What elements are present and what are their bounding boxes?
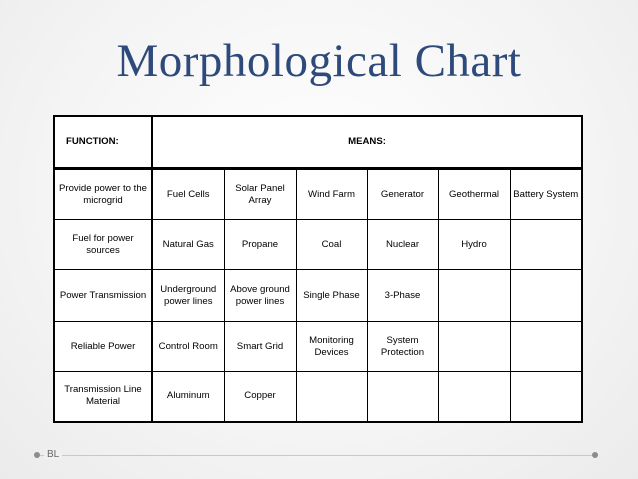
means-cell: Solar Panel Array <box>224 169 296 220</box>
means-cell: Natural Gas <box>152 220 224 270</box>
means-cell <box>296 372 367 422</box>
means-cell: Nuclear <box>367 220 438 270</box>
means-cell: Propane <box>224 220 296 270</box>
table-row <box>54 270 582 322</box>
means-cell: Above ground power lines <box>224 270 296 322</box>
morphological-chart-table <box>53 115 583 423</box>
means-cell: Coal <box>296 220 367 270</box>
footer-right-dot <box>592 452 598 458</box>
function-header: FUNCTION: <box>54 116 152 169</box>
means-cell: Copper <box>224 372 296 422</box>
function-cell: Transmission Line Material <box>54 372 152 422</box>
function-cell: Power Transmission <box>54 270 152 322</box>
means-cell <box>510 220 582 270</box>
means-cell: System Protection <box>367 322 438 372</box>
means-cell: Aluminum <box>152 372 224 422</box>
function-cell: Provide power to the microgrid <box>54 169 152 220</box>
means-cell: Underground power lines <box>152 270 224 322</box>
slide-title: Morphological Chart <box>116 35 522 87</box>
means-cell: Generator <box>367 169 438 220</box>
means-cell <box>510 322 582 372</box>
means-cell <box>438 322 510 372</box>
means-cell <box>367 372 438 422</box>
function-cell: Fuel for power sources <box>54 220 152 270</box>
means-cell <box>438 270 510 322</box>
table-row <box>54 220 582 270</box>
means-cell: Battery System <box>510 169 582 220</box>
function-cell: Reliable Power <box>54 322 152 372</box>
means-header: MEANS: <box>152 116 582 169</box>
means-cell: Smart Grid <box>224 322 296 372</box>
footer-left-dot <box>34 452 40 458</box>
means-cell <box>438 372 510 422</box>
means-cell: Geothermal <box>438 169 510 220</box>
means-cell <box>510 372 582 422</box>
table-row <box>54 169 582 220</box>
footer-divider <box>40 455 598 456</box>
means-cell: Wind Farm <box>296 169 367 220</box>
table-row <box>54 322 582 372</box>
table-header-row <box>54 116 582 169</box>
means-cell: Hydro <box>438 220 510 270</box>
means-cell: Fuel Cells <box>152 169 224 220</box>
means-cell <box>510 270 582 322</box>
table-row <box>54 372 582 422</box>
means-cell: Control Room <box>152 322 224 372</box>
footer-initials: BL <box>44 449 62 460</box>
means-cell: Single Phase <box>296 270 367 322</box>
means-cell: Monitoring Devices <box>296 322 367 372</box>
means-cell: 3-Phase <box>367 270 438 322</box>
